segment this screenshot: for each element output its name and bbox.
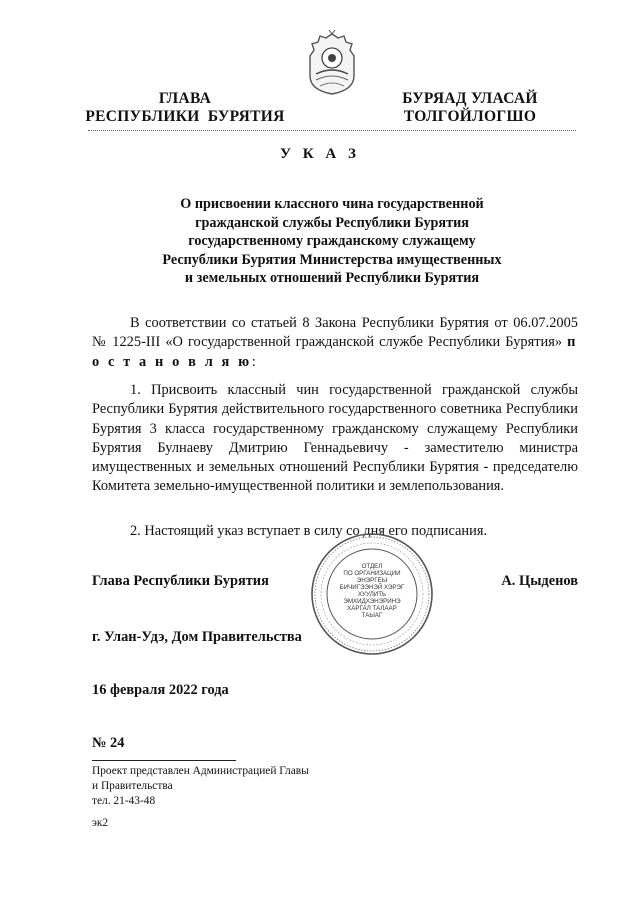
footer-line: и Правительства <box>92 780 173 792</box>
official-seal-stamp <box>308 530 436 658</box>
signatory-name: А. Цыденов <box>501 573 578 589</box>
issue-date: 16 февраля 2022 года <box>92 682 229 698</box>
decree-item-2: 2. Настоящий указ вступает в силу со дня его подписания. <box>130 523 488 539</box>
coat-of-arms-emblem <box>302 28 362 98</box>
decree-item-1: 1. Присвоить классный чин государственной гражданской службы Республики Бурятия действительного государственного советника Республики Бурятия 3 класса государственному гражданскому служащему Республики Бурятия Булнаеву Дмитрию Геннадьевичу - заместителю министра имущественных и земельных отношений Республики Бурятия - председателю Комитета земельно-имущественной политики и землепользования. <box>92 382 578 495</box>
stamp-line: ОТДЕЛ <box>361 563 383 570</box>
stamp-line: ЭНЭРГЕЫ <box>356 577 388 584</box>
stamp-line: ЭМХИДХЭНЭРИНЭ <box>343 598 401 605</box>
footer-line: Проект представлен Администрацией Главы <box>92 765 309 777</box>
decree-word: п о с т а н о в л я ю <box>92 334 578 370</box>
preamble-text: В соответствии со статьей 8 Закона Республики Бурятия от 06.07.2005 № 1225-III «О государственной гражданской службе Республики Бурятия» <box>92 315 578 351</box>
header-left-line1: ГЛАВА <box>158 90 212 107</box>
preamble-paragraph <box>92 314 578 372</box>
document-type-title: У К А З <box>280 146 360 162</box>
footer-phone: тел. 21-43-48 <box>92 795 156 807</box>
header-divider <box>88 130 576 131</box>
subject-line: Республики Бурятия Министерства имущественных <box>162 251 502 268</box>
stamp-line: ХАРГАЛ ТАЛААР <box>347 605 397 612</box>
stamp-line: БИЧИГЭЭНЭЙ ХЭРЭГ <box>339 584 405 591</box>
footer-note <box>92 764 309 809</box>
subject-line: государственному гражданскому служащему <box>188 233 476 249</box>
subject-line: гражданской службы Республики Бурятия <box>195 214 469 231</box>
footer-divider <box>92 760 236 761</box>
signatory-position: Глава Республики Бурятия <box>92 573 269 589</box>
header-right <box>380 90 560 126</box>
header-left <box>80 90 290 126</box>
stamp-line: ТАЫАГ <box>361 612 383 619</box>
header-right-line1: БУРЯАД УЛАСАЙ <box>402 90 538 107</box>
stamp-line: ХУУЛИТЬ <box>357 591 387 598</box>
header-left-line2: РЕСПУБЛИКИ БУРЯТИЯ <box>85 108 285 125</box>
preamble-colon: : <box>251 353 256 370</box>
decree-subject <box>120 195 544 288</box>
header-right-line2: ТОЛГОЙЛОГШО <box>403 108 537 125</box>
subject-line: О присвоении классного чина государственной <box>180 196 484 212</box>
decree-number: № 24 <box>92 735 125 751</box>
stamp-line: ПО ОРГАНИЗАЦИИ <box>343 570 401 577</box>
subject-line: и земельных отношений Республики Бурятия <box>184 270 480 286</box>
document-code: эк2 <box>92 817 109 829</box>
issue-place: г. Улан-Удэ, Дом Правительства <box>92 629 302 645</box>
